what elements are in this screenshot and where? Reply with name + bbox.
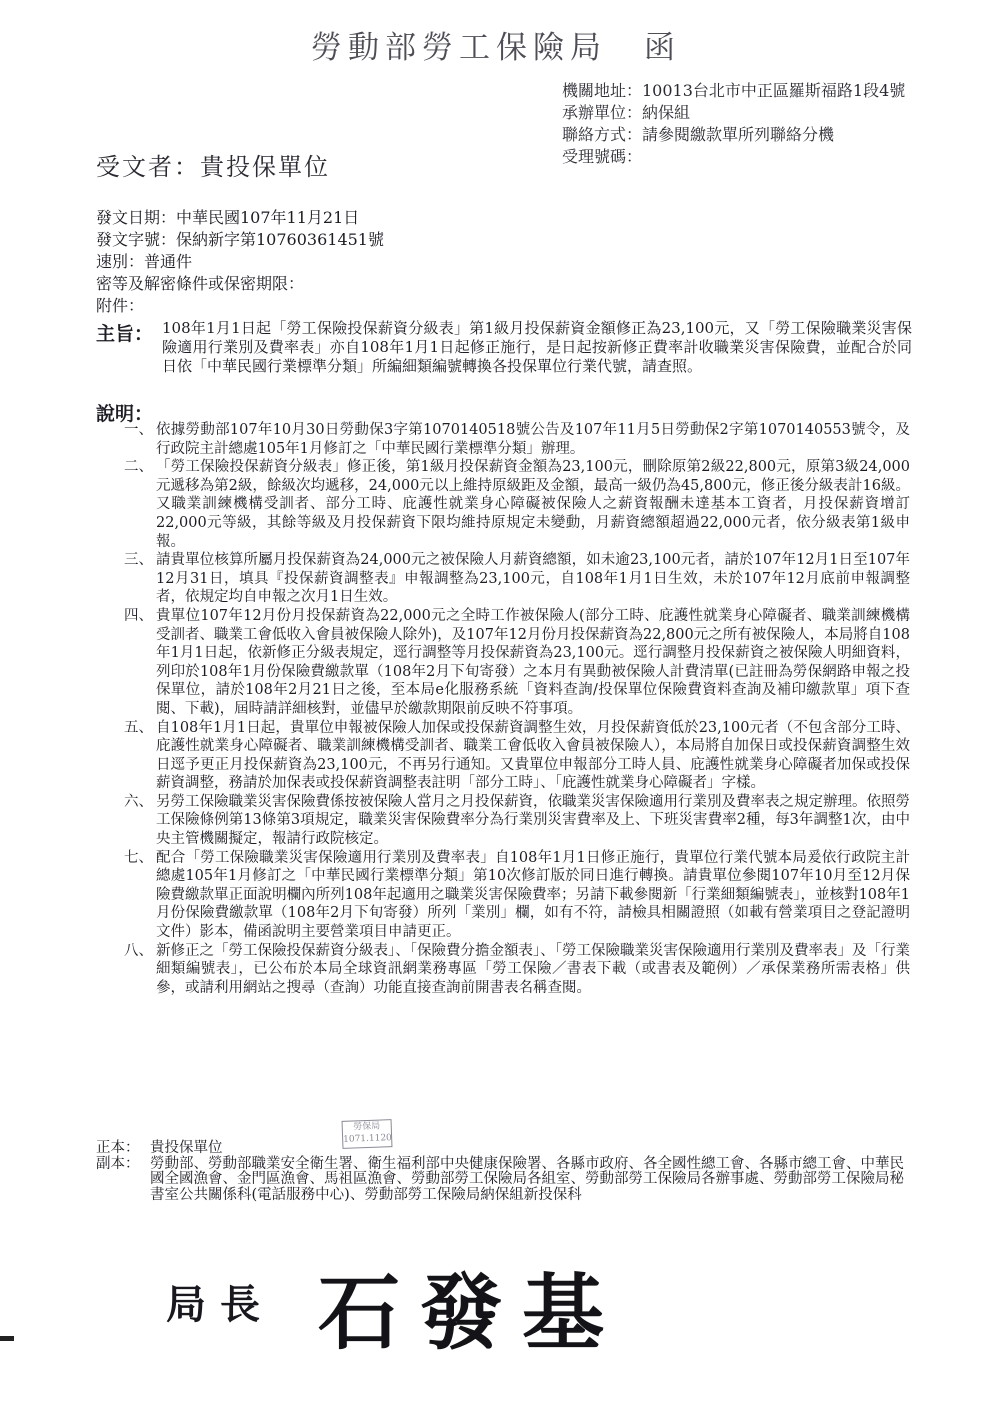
agency-address: 機關地址：10013台北市中正區羅斯福路1段4號 — [562, 81, 906, 100]
handling-unit: 承辦單位：納保組 — [562, 103, 691, 122]
distribution-list — [96, 1141, 912, 1203]
document-title: 勞動部勞工保險局 函 — [311, 30, 681, 66]
item-text: 依據勞動部107年10月30日勞動保3字第1070140518號公告及107年11月5日勞動保2字第1070140553號令，及行政院主計總處105年1月修訂之「中華民國行業標準分類」辦理。 — [156, 422, 910, 457]
document-number: 發文字號：保納新字第10760361451號 — [96, 230, 384, 249]
item-text: 配合「勞工保險職業災害保險適用行業別及費率表」自108年1月1日修正施行，貴單位行業代號本局爰依行政院主計總處105年1月修訂之「中華民國行業標準分類」第10次修訂版於同日進行轉換。請貴單位參閱107年10月至12月保險費繳款單正面說明欄內所列108年起適用之職業災害保險費率；另請下載參閱新「行業細類編號表」，並核對108年1月份保險費繳款單（108年2月下旬寄發）所列「業別」欄，如有不符，請檢具相關證照（如載有營業項目之登記證明文件）影本，備函說明主要營業項目申請更正。 — [156, 849, 910, 941]
item-number: 四、 — [124, 607, 153, 624]
original-value: 貴投保單位 — [150, 1140, 223, 1156]
copy-recipients — [96, 1157, 912, 1204]
explanation-item — [124, 793, 910, 849]
stamp-line: 勞保局 — [353, 1121, 381, 1133]
explanation-item — [124, 719, 910, 793]
document-meta — [96, 207, 384, 317]
contact-method: 聯絡方式：請參閱繳款單所列聯絡分機 — [562, 125, 835, 144]
subject-label: 主旨： — [96, 323, 154, 345]
item-text: 自108年1月1日起，貴單位申報被保險人加保或投保薪資調整生效，月投保薪資低於23,100元者（不包含部分工時、庇護性就業身心障礙者、職業訓練機構受訓者、職業工會低收入會員被保險人），本局將自加保日或投保薪資調整生效日逕予更正月投保薪資為23,100元，不再另行通知。又貴單位申報部分工時人員、庇護性就業身心障礙者加保或投保薪資調整，務請於加保表或投保薪資調整表註明「部分工時」、「庇護性就業身心障礙者」字樣。 — [156, 719, 910, 792]
explanation-label: 說明： — [96, 403, 154, 425]
original-recipient — [96, 1141, 912, 1157]
item-text: 貴單位107年12月份月投保薪資為22,000元之全時工作被保險人(部分工時、庇護性就業身心障礙者、職業訓練機構受訓者、職業工會低收入會員被保險人除外)，及107年12月份月投保薪資為22,800元之所有被保險人，本局將自108年1月1日起，依新修正分級表規定，逕行調整等月投保薪資為23,100元。逕行調整月投保薪資之被保險人明細資料，列印於108年1月份保險費繳款單（108年2月下旬寄發）之本月有異動被保險人計費清單(已註冊為勞保網路申報之投保單位，請於108年2月21日之後，至本局e化服務系統「資料查詢/投保單位保險費資料查詢及補印繳款單」項下查閱、下載)，屆時請詳細核對，並儘早於繳款期限前反映不符事項。 — [156, 607, 910, 717]
item-text: 「勞工保險投保薪資分級表」修正後，第1級月投保薪資金額為23,100元，刪除原第2級22,800元，原第3級24,000元遞移為第2級，餘級次均遞移，24,000元以上維持原級距及金額，最高一級仍為45,800元，修正後分級表計16級。又職業訓練機構受訓者、部分工時、庇護性就業身心障礙被保險人之薪資報酬未達基本工資者，月投保薪資增訂22,000元等級，其餘等級及月投保薪資下限均維持原規定未變動，月薪資總額超過22,000元者，依分級表第1級申報。 — [156, 459, 910, 550]
recipient: 受文者：貴投保單位 — [96, 153, 330, 181]
director-title: 局長 — [166, 1281, 274, 1328]
issue-date: 發文日期：中華民國107年11月21日 — [96, 208, 360, 227]
delivery-speed: 速別：普通件 — [96, 252, 193, 271]
item-text: 另勞工保險職業災害保險費係按被保險人當月之月投保薪資，依職業災害保險適用行業別及費率表之規定辦理。依照勞工保險條例第13條第3項規定，職業災害保險費率分為行業別災害費率及上、下班災害費率2種，每3年調整1次，由中央主管機關擬定，報請行政院核定。 — [156, 793, 910, 848]
scan-edge-mark — [0, 1336, 14, 1341]
stamp-line: 1071.1120 — [343, 1133, 393, 1145]
receipt-number: 受理號碼： — [562, 147, 643, 166]
item-number: 八、 — [124, 942, 153, 959]
secrecy-level: 密等及解密條件或保密期限： — [96, 274, 305, 293]
explanation-item — [124, 421, 910, 458]
explanation-item — [124, 551, 910, 607]
item-number: 六、 — [124, 793, 153, 810]
item-number: 二、 — [124, 459, 153, 476]
explanation-item — [124, 942, 910, 998]
explanation-item — [124, 607, 910, 719]
director-signature: 石發基 — [318, 1265, 625, 1361]
item-text: 請貴單位核算所屬月投保薪資為24,000元之被保險人月薪資總額，如未逾23,100元者，請於107年12月1日至107年12月31日，填具『投保薪資調整表』申報調整為23,100元，自108年1月1日生效，未於107年12月底前申報調整者，依規定均自申報之次月1日生效。 — [156, 552, 910, 606]
item-number: 七、 — [124, 849, 153, 866]
agency-info — [562, 80, 905, 168]
item-number: 五、 — [124, 719, 153, 736]
original-label: 正本： — [96, 1140, 140, 1156]
explanation-item — [124, 458, 910, 551]
attachments: 附件： — [96, 296, 145, 315]
item-number: 一、 — [124, 422, 153, 438]
copy-label: 副本： — [96, 1155, 140, 1172]
subject-text: 108年1月1日起「勞工保險投保薪資分級表」第1級月投保薪資金額修正為23,100元，又「勞工保險職業災害保險適用行業別及費率表」亦自108年1月1日起修正施行，是日起按新修正費率計收職業災害保險費，並配合於同日依「中華民國行業標準分類」所編細類編號轉換各投保單位行業代號，請查照。 — [162, 319, 912, 375]
explanation-item — [124, 849, 910, 942]
item-number: 三、 — [124, 552, 153, 569]
copy-value: 勞動部、勞動部職業安全衛生署、衛生福利部中央健康保險署、各縣市政府、各全國性總工會、各縣市總工會、中華民國全國漁會、金門區漁會、馬祖區漁會、勞動部勞工保險局各組室、勞動部勞工保險局各辦事處、勞動部勞工保險局秘書室公共關係科(電話服務中心)、勞動部勞工保險局納保組新投保科 — [150, 1155, 904, 1203]
explanation-list — [124, 421, 910, 997]
item-text: 新修正之「勞工保險投保薪資分級表」、「保險費分擔金額表」、「勞工保險職業災害保險適用行業別及費率表」及「行業細類編號表」，已公布於本局全球資訊網業務專區「勞工保險／書表下載（或書表及範例）／承保業務所需表格」供參，或請利用網站之搜尋（查詢）功能直接查詢前開書表名稱查閱。 — [156, 942, 910, 996]
